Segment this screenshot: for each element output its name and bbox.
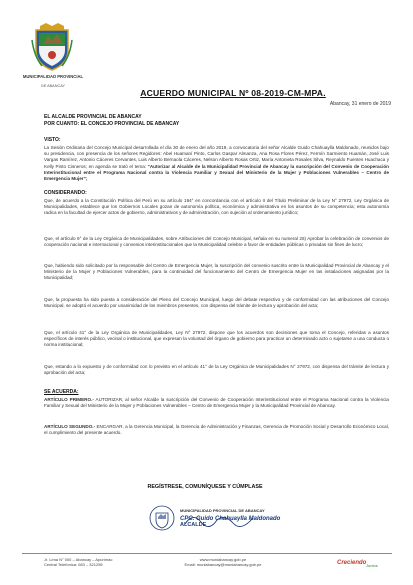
visto-text: La Sesión Ordinaria del Concejo Municipal desarrollada el día 30 de enero del año 2019, a convocatoria del señor Alcalde Guido Chahuaylla Maldonado, reunidos bajo su presidencia, con presencia de los señores Regidores: Abel Huamaní Pinto, Carlos Gaspar Almanza, Ana Rosa Flores Pérez, Fermín Sarmiento Huamán, José Luis Vargas Ramírez, Antonio Cáceres Cervantes, Luis Alberto Bernaola Cáceres, Nelson Alberto Rosas Ortiz, María Antonieta Rosales Silva, Reynaldo Fuentes Huachaca y Kelly Pinto Cisneros; en agenda se trató el tema: xyxy=(44,145,389,169)
visto-heading: VISTO: xyxy=(44,137,61,143)
considerando-paragraph-6: Que, estando a lo expuesto y de conformidad con lo previsto en el artículo 41° de la Ley Orgánica de Municipalidades N° 27972, con dispensa del trámite de lectura y aprobación del acta; xyxy=(44,364,389,376)
closing-formula: REGÍSTRESE, COMUNÍQUESE Y CÚMPLASE xyxy=(147,484,263,490)
institution-name: MUNICIPALIDAD PROVINCIAL xyxy=(22,74,84,79)
visto-bold-text: "Autorizar al Alcalde de la Municipalidad Provincial de Abancay la suscripción del Convenio de Cooperación Interinstitucional entre el Programa Nacional contra la Violencia Familiar y Sexual del Ministerio de la Mujer y Poblaciones Vulnerables – Centro de Emergencia Mujer"; xyxy=(44,163,389,182)
place-date: Abancay, 31 enero de 2019 xyxy=(329,101,391,107)
intro-line-1: EL ALCALDE PROVINCIAL DE ABANCAY xyxy=(44,114,142,120)
official-seal-icon xyxy=(148,504,176,532)
signatory-role: ALCALDE xyxy=(180,522,207,528)
considerando-paragraph-2: Que, el artículo 9° de la Ley Orgánica de Municipalidades, sobre Atribuciones del Concejo Municipal, señala en su numeral 26) Aprobar la celebración de convenios de cooperación nacional e internacional y convenios interinstitucionales que la Municipalidad celebre a favor de entidades públicas o privadas sin fines de lucro; xyxy=(44,236,389,248)
signatory-name: CPC. Guido Chahuaylla Maldonado xyxy=(180,516,281,522)
handwritten-signature xyxy=(183,510,263,530)
svg-text:Creciendo: Creciendo xyxy=(337,560,367,566)
acuerda-heading: SE ACUERDA: xyxy=(44,389,79,395)
article-1 xyxy=(44,397,389,409)
considerando-paragraph-4: Que, la propuesta ha sido puesta a consideración del Pleno del Concejo Municipal, luego del debate respectivo y de conformidad con las atribuciones del Concejo Municipal, se adoptó el acuerdo por unanimidad de los miembros presentes, con dispensa del trámite de lectura y aprobación del acta; xyxy=(44,297,389,309)
svg-text:Juntos: Juntos xyxy=(366,563,378,568)
considerando-paragraph-3: Que, habiendo sido solicitado por la responsable del Centro de Emergencia Mujer, la suscripción del convenio suscrito entre la Municipalidad Provincial de Abancay y el Ministerio de la Mujer y Poblaciones Vulnerables, para la continuidad del funcionamiento del Centro de Emergencia Mujer en las instalaciones asignadas por la Municipalidad; xyxy=(44,263,389,281)
article-2 xyxy=(44,424,389,436)
article-1-label: ARTÍCULO PRIMERO.- xyxy=(44,397,94,402)
document-title: ACUERDO MUNICIPAL Nº 08-2019-CM-MPA. xyxy=(140,88,326,98)
footer-contact xyxy=(44,557,113,567)
considerando-paragraph-1: Que, de acuerdo a la Constitución Política del Perú en su artículo 194° en concordancia con el artículo II del Título Preliminar de la Ley N° 27972, Ley Orgánica de Municipalidades, establece que los Gobiernos Locales gozan de autonomía política, económica y administrativa en los asuntos de su competencia; esta autonomía radica en la facultad de ejercer actos de gobierno, administrativos y de administración, con sujeción al ordenamiento jurídico; xyxy=(44,198,389,216)
visto-paragraph xyxy=(44,145,389,182)
footer-web xyxy=(168,557,278,567)
article-2-label: ARTÍCULO SEGUNDO.- xyxy=(44,424,96,429)
coat-of-arms-logo xyxy=(30,22,74,72)
footer-brand-logo xyxy=(336,555,384,569)
intro-line-2: POR CUANTO: EL CONCEJO PROVINCIAL DE ABANCAY xyxy=(44,121,180,127)
footer-phone: Central Telefónica: 083 – 321255 xyxy=(44,562,103,567)
footer-website: www.muniabancay.gob.pe xyxy=(199,557,247,562)
institution-subname: DE ABANCAY xyxy=(41,84,65,88)
footer-divider xyxy=(22,553,392,554)
signature-institution: MUNICIPALIDAD PROVINCIAL DE ABANCAY xyxy=(180,508,265,513)
article-2-text: ENCARGAR, a la Gerencia Municipal, la Gerencia de Administración y Finanzas, Gerencia de Promoción Social y Desarrollo Económico Local, el cumplimiento del presente acuerdo. xyxy=(44,424,390,436)
footer-address: Jr. Lima N° 000 – Abancay – Apurímac xyxy=(44,557,113,562)
footer-email: Email: muniabancay@muniabancay.gob.pe xyxy=(184,562,262,567)
considerando-paragraph-5: Que, el artículo 41° de la Ley Orgánica de Municipalidades, Ley N° 27972, dispone que los acuerdos son decisiones que toma el Concejo, referidas a asuntos específicos de interés público, vecinal o institucional, que expresan la voluntad del órgano de gobierno para practicar un determinado acto o sujetarse a una conducta o norma institucional; xyxy=(44,330,389,348)
article-1-text: AUTORIZAR, al señor Alcalde la suscripción del Convenio de Cooperación Interinstitucional entre el Programa Nacional contra la Violencia Familiar y Sexual del Ministerio de la Mujer y Poblaciones Vulnerables – Centro de Emergencia Mujer y la Municipalidad Provincial de Abancay. xyxy=(44,397,389,409)
considerando-heading: CONSIDERANDO: xyxy=(44,190,87,196)
